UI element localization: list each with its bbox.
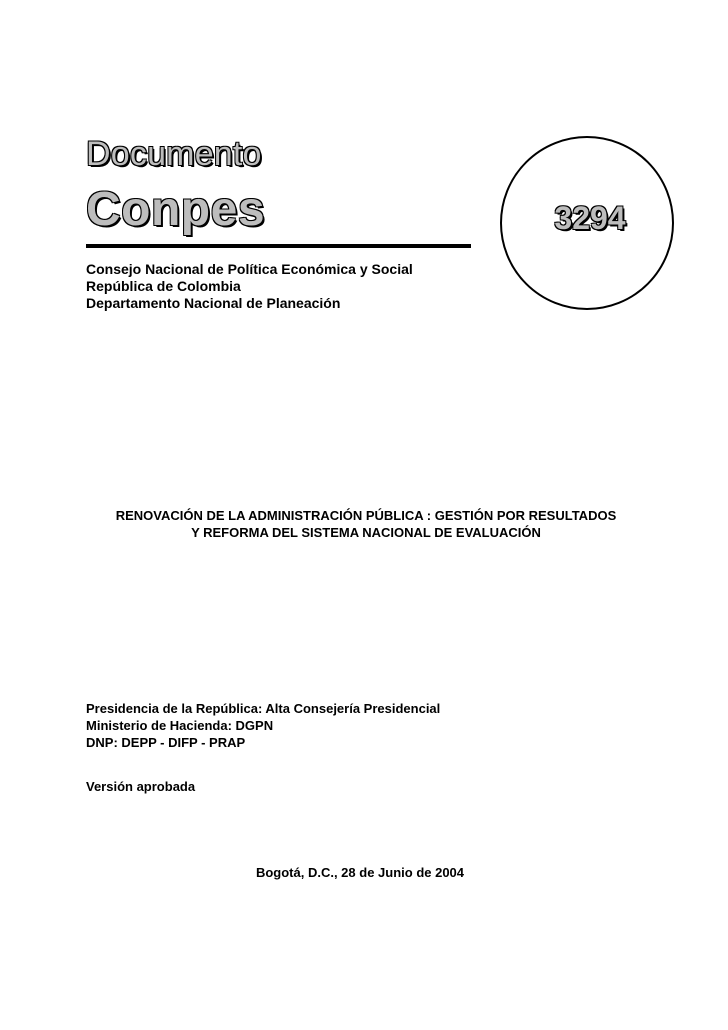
author-line: Presidencia de la República: Alta Consejería Presidencial bbox=[86, 701, 441, 716]
date-line: Bogotá, D.C., 28 de Junio de 2004 bbox=[255, 865, 465, 880]
document-number: 3294 bbox=[554, 200, 626, 236]
institution-line: Consejo Nacional de Política Económica y Social bbox=[86, 261, 413, 277]
document-title bbox=[86, 507, 646, 541]
document-label: Documento bbox=[86, 135, 262, 173]
author-line: Ministerio de Hacienda: DGPN bbox=[86, 718, 274, 733]
institution-block bbox=[86, 261, 506, 312]
header-divider bbox=[86, 244, 471, 248]
authors-block bbox=[86, 700, 586, 751]
institution-line: Departamento Nacional de Planeación bbox=[86, 295, 341, 311]
institution-line: República de Colombia bbox=[86, 278, 241, 294]
version-label: Versión aprobada bbox=[86, 779, 196, 794]
title-line: Y REFORMA DEL SISTEMA NACIONAL DE EVALUACIÓN bbox=[191, 525, 541, 540]
author-line: DNP: DEPP - DIFP - PRAP bbox=[86, 735, 246, 750]
conpes-label: Conpes bbox=[86, 183, 266, 236]
title-line: RENOVACIÓN DE LA ADMINISTRACIÓN PÚBLICA : GESTIÓN POR RESULTADOS bbox=[115, 508, 617, 523]
